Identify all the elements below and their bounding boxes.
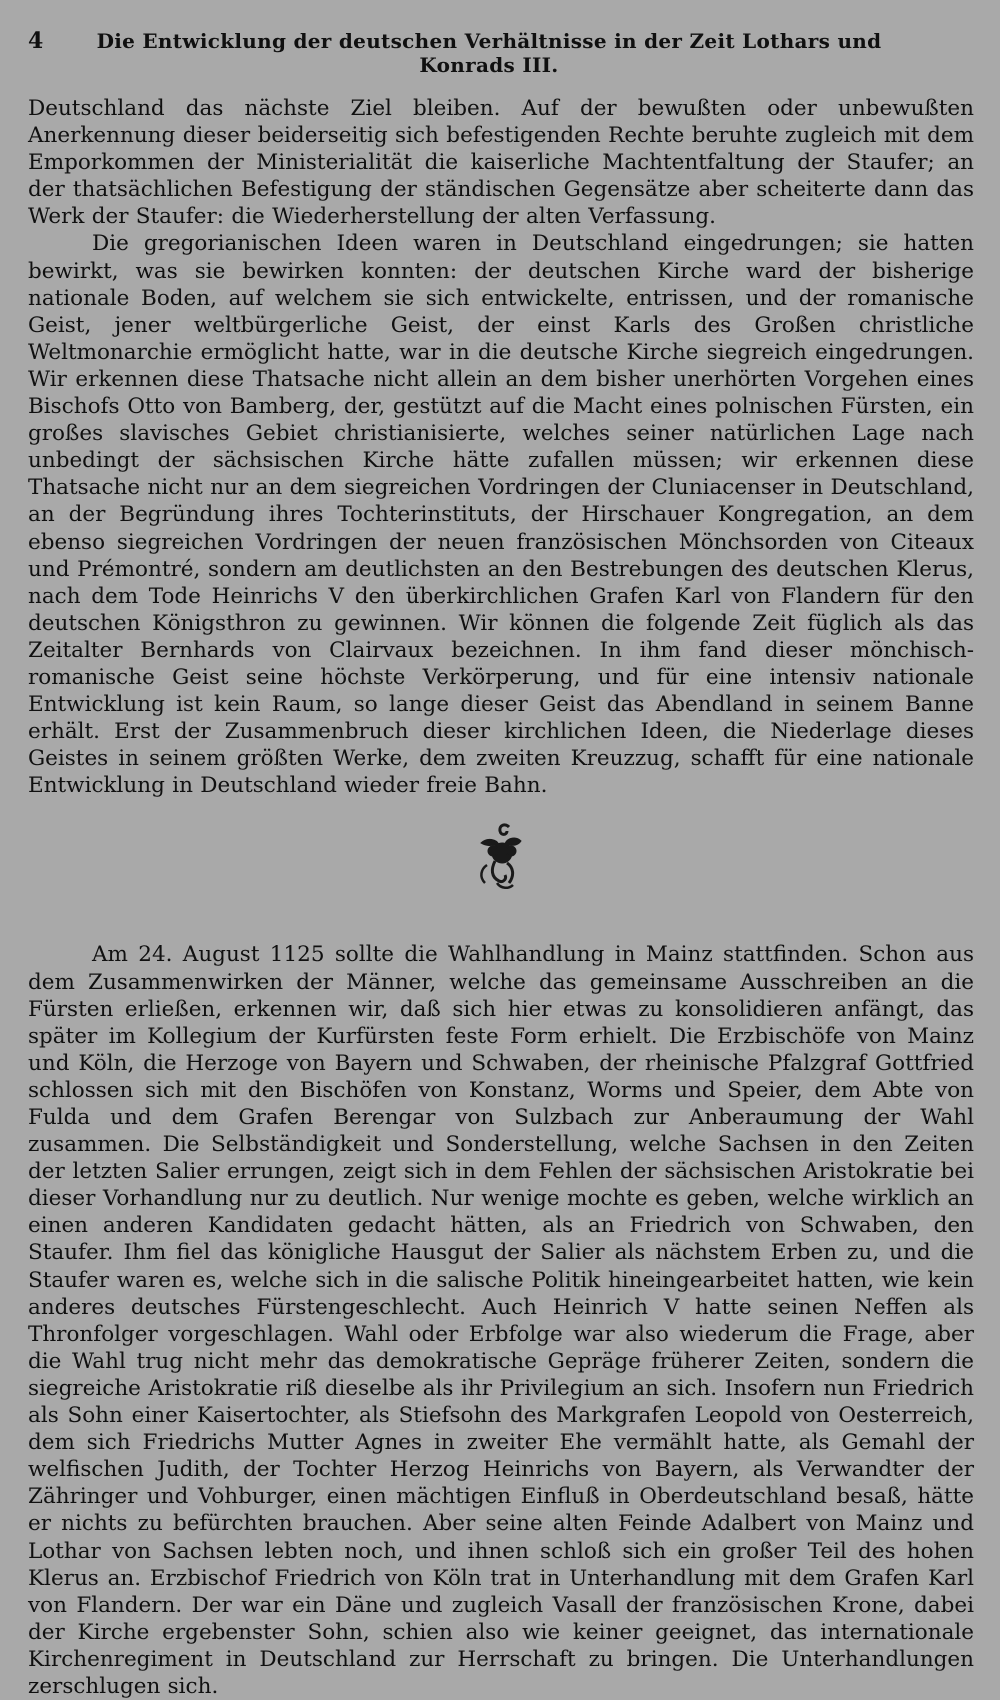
paragraph-election-1125: Am 24. August 1125 sollte die Wahlhandlung in Mainz stattfinden. Schon aus dem Zusammenwirken der Männer, welche das gemeinsame Ausschreiben an die Fürsten erließen, erkennen wir, daß sich hier etwas zu konsolidieren anfängt, das später im Kollegium der Kurfürsten feste Form erhielt. Die Erzbischöfe von Mainz und Köln, die Herzoge von Bayern und Schwaben, der rheinische Pfalzgraf Gottfried schlossen sich mit den Bischöfen von Konstanz, Worms und Speier, dem Abte von Fulda und dem Grafen Berengar von Sulzbach zur Anberaumung der Wahl zusammen. Die Selbständigkeit und Sonderstellung, welche Sachsen in den Zeiten der letzten Salier errungen, zeigt sich in dem Fehlen der sächsischen Aristokratie bei dieser Vorhandlung nur zu deutlich. Nur wenige mochte es geben, welche wirklich an einen anderen Kandidaten gedacht hätten, als an Friedrich von Schwaben, den Staufer. Ihm fiel das königliche Hausgut der Salier als nächstem Erben zu, und die Staufer waren es, welche sich in die salische Politik hineingearbeitet hatten, wie kein anderes deutsches Fürstengeschlecht. Auch Heinrich V hatte seinen Neffen als Thronfolger vorgeschlagen. Wahl oder Erbfolge war also wiederum die Frage, aber die Wahl trug nicht mehr das demokratische Gepräge früherer Zeiten, sondern die siegreiche Aristokratie riß dieselbe als ihr Privilegium an sich. Insofern nun Friedrich als Sohn einer Kaisertochter, als Stiefsohn des Markgrafen Leopold von Oesterreich, dem sich Friedrichs Mutter Agnes in zweiter Ehe vermählt hatte, als Gemahl der welfischen Judith, der Tochter Herzog Heinrichs von Bayern, als Verwandter der Zähringer und Vohburger, einen mächtigen Einfluß in Oberdeutschland besaß, hätte er nichts zu befürchten brauchen. Aber seine alten Feinde Adalbert von Mainz und Lothar von Sachsen lebten noch, und ihnen schloß sich ein großer Teil des hohen Klerus an. Erzbischof Friedrich von Köln trat in Unterhandlung mit dem Grafen Karl von Flandern. Der war ein Däne und zugleich Vasall der französischen Krone, dabei der Kirche ergebenster Sohn, schien also wie keiner geeignet, das internationale Kirchenregiment in Deutschland zur Herrschaft zu bringen. Die Unterhandlungen zerschlugen sich. (28, 942, 974, 1699)
running-title: Die Entwicklung der deutschen Verhältnisse in der Zeit Lothars und Konrads III. (96, 29, 882, 77)
page-header (28, 28, 974, 77)
floral-ornament-icon (469, 821, 533, 891)
paragraph-continuation: Deutschland das nächste Ziel bleiben. Auf der bewußten oder unbewußten Anerkennung dieser beiderseitig sich befestigenden Rechte beruhte zugleich mit dem Emporkommen der Ministerialität die kaiserliche Machtentfaltung der Staufer; an der thatsächlichen Befestigung der ständischen Gegensätze aber scheiterte dann das Werk der Staufer: die Wiederherstellung der alten Verfassung. (28, 96, 974, 230)
paragraph-gregorian-ideas: Die gregorianischen Ideen waren in Deutschland eingedrungen; sie hatten bewirkt, was sie bewirken konnten: der deutschen Kirche ward der bisherige nationale Boden, auf welchem sie sich entwickelte, entrissen, und der romanische Geist, jener weltbürgerliche Geist, der einst Karls des Großen christliche Weltmonarchie ermöglicht hatte, war in die deutsche Kirche siegreich eingedrungen. Wir erkennen diese Thatsache nicht allein an dem bisher unerhörten Vorgehen eines Bischofs Otto von Bamberg, der, gestützt auf die Macht eines polnischen Fürsten, ein großes slavisches Gebiet christianisierte, welches seiner natürlichen Lage nach unbedingt der sächsischen Kirche hätte zufallen müssen; wir erkennen diese Thatsache nicht nur an dem siegreichen Vordringen der Cluniacenser in Deutschland, an der Begründung ihres Tochterinstituts, der Hirschauer Kongregation, an dem ebenso siegreichen Vordringen der neuen französischen Mönchsorden von Citeaux und Prémontré, sondern am deutlichsten an den Bestrebungen des deutschen Klerus, nach dem Tode Heinrichs V den überkirchlichen Grafen Karl von Flandern für den deutschen Königsthron zu gewinnen. Wir können die folgende Zeit füglich als das Zeitalter Bernhards von Clairvaux bezeichnen. In ihm fand dieser mönchisch-romanische Geist seine höchste Verkörperung, und für eine intensiv nationale Entwicklung ist kein Raum, so lange dieser Geist das Abendland in seinem Banne erhält. Erst der Zusammenbruch dieser kirchlichen Ideen, die Niederlage dieses Geistes in seinem größten Werke, dem zweiten Kreuzzug, schafft für eine nationale Entwicklung in Deutschland wieder freie Bahn. (28, 231, 974, 799)
page-number: 4 (28, 28, 44, 54)
section-gap (28, 891, 974, 941)
